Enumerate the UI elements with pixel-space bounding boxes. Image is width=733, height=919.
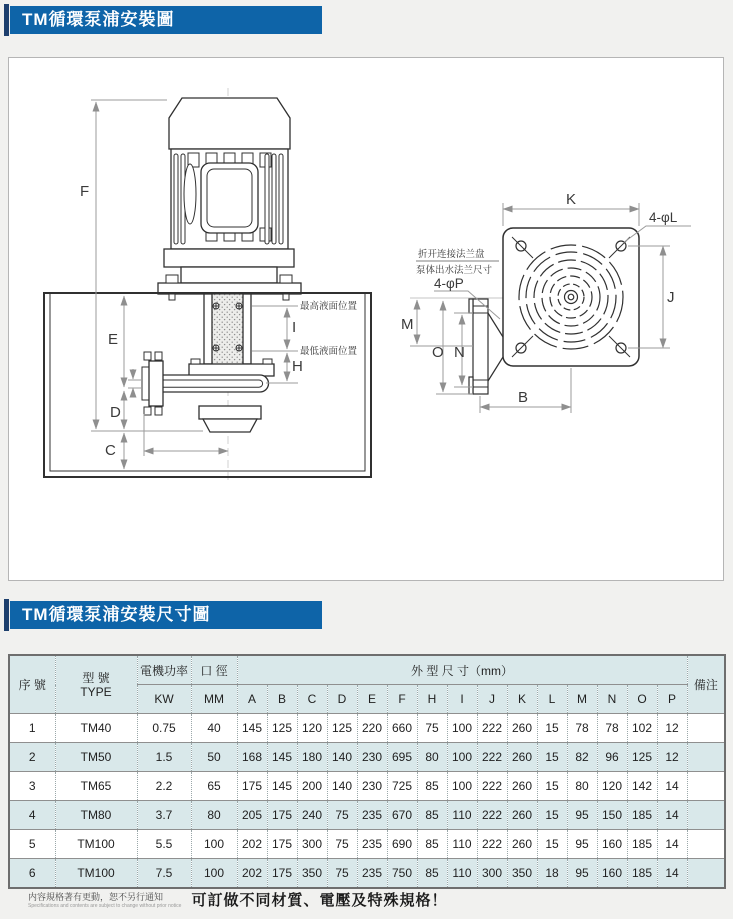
- motor-drawing: [158, 98, 301, 300]
- table-cell: 78: [597, 714, 627, 743]
- table-cell: 125: [267, 714, 297, 743]
- table-cell: 205: [237, 801, 267, 830]
- table-cell: 3: [9, 772, 55, 801]
- dimension-table: [8, 654, 726, 889]
- col-header-letter-H: H: [417, 685, 447, 714]
- col-header-dimensions: 外 型 尺 寸（mm）: [237, 655, 687, 685]
- table-cell: 2: [9, 743, 55, 772]
- col-header-index: 序 號: [9, 655, 55, 714]
- pump-skirt: [203, 419, 257, 432]
- table-cell: 230: [357, 743, 387, 772]
- table-cell: 15: [537, 743, 567, 772]
- col-header-letter-E: E: [357, 685, 387, 714]
- col-header-letter-I: I: [447, 685, 477, 714]
- table-cell: 175: [267, 859, 297, 889]
- footer-custom-text: 可訂做不同材質、電壓及特殊規格！: [191, 892, 448, 909]
- table-cell: 75: [327, 859, 357, 889]
- table-cell: 222: [477, 830, 507, 859]
- table-cell: 145: [267, 772, 297, 801]
- col-header-type: [55, 655, 137, 714]
- table-cell: 222: [477, 743, 507, 772]
- col-header-type-en: TYPE: [80, 684, 112, 699]
- table-cell: 168: [237, 743, 267, 772]
- table-cell: 1: [9, 714, 55, 743]
- table-cell: 145: [267, 743, 297, 772]
- table-cell: 3.7: [137, 801, 191, 830]
- table-cell: [687, 801, 725, 830]
- outlet-pipe: [163, 375, 269, 392]
- table-cell: 18: [537, 859, 567, 889]
- col-header-letter-C: C: [297, 685, 327, 714]
- table-cell: 102: [627, 714, 657, 743]
- table-cell: 40: [191, 714, 237, 743]
- table-cell: 80: [417, 743, 447, 772]
- footer: [28, 892, 447, 910]
- table-cell: 222: [477, 714, 507, 743]
- table-cell: 120: [597, 772, 627, 801]
- pump-top-plate: [189, 364, 274, 376]
- motor-base: [164, 249, 294, 267]
- table-cell: 125: [327, 714, 357, 743]
- table-cell: 15: [537, 772, 567, 801]
- table-cell: 14: [657, 772, 687, 801]
- page-title: TM循環泵浦安裝圖: [10, 6, 322, 34]
- col-header-letter-F: F: [387, 685, 417, 714]
- table-cell: 180: [297, 743, 327, 772]
- dim-label-O: O: [432, 344, 444, 361]
- table-cell: 14: [657, 859, 687, 889]
- table-cell: TM80: [55, 801, 137, 830]
- table-cell: 670: [387, 801, 417, 830]
- table-cell: 235: [357, 859, 387, 889]
- table-cell: 185: [627, 859, 657, 889]
- col-header-letter-L: L: [537, 685, 567, 714]
- table-cell: TM65: [55, 772, 137, 801]
- dim-label-K: K: [566, 191, 577, 208]
- table-cell: 222: [477, 772, 507, 801]
- table-cell: 150: [597, 801, 627, 830]
- table-cell: 4: [9, 801, 55, 830]
- col-header-letter-N: N: [597, 685, 627, 714]
- table-cell: 80: [567, 772, 597, 801]
- table-header-row-1: [9, 655, 725, 685]
- dim-label-F: F: [80, 183, 90, 200]
- table-cell: 220: [357, 714, 387, 743]
- table-cell: 185: [627, 830, 657, 859]
- table-cell: 120: [297, 714, 327, 743]
- col-header-diameter: 口 徑: [191, 655, 237, 685]
- table-cell: TM40: [55, 714, 137, 743]
- installation-diagram-panel: [8, 57, 724, 581]
- col-header-letter-J: J: [477, 685, 507, 714]
- table-cell: 175: [237, 772, 267, 801]
- table-cell: 100: [447, 772, 477, 801]
- table-cell: 75: [417, 714, 447, 743]
- table-cell: 100: [447, 743, 477, 772]
- outlet-flange-side: [469, 299, 503, 394]
- col-header-kw: KW: [137, 685, 191, 714]
- table-cell: 185: [627, 801, 657, 830]
- table-cell: 230: [357, 772, 387, 801]
- table-cell: 110: [447, 801, 477, 830]
- table-cell: 80: [191, 801, 237, 830]
- pump-front-view-drawing: [31, 76, 381, 488]
- table-cell: [687, 859, 725, 889]
- table-row: [9, 830, 725, 859]
- table-cell: 145: [237, 714, 267, 743]
- table-cell: 140: [327, 772, 357, 801]
- table-cell: 15: [537, 801, 567, 830]
- table-cell: 695: [387, 743, 417, 772]
- table-cell: 85: [417, 859, 447, 889]
- footer-notice-cn: 内容規格著有更動，恕不另行通知: [28, 892, 164, 902]
- table-cell: 6: [9, 859, 55, 889]
- table-cell: 7.5: [137, 859, 191, 889]
- table-cell: 260: [507, 743, 537, 772]
- table-cell: 100: [191, 830, 237, 859]
- col-header-remark: 備注: [687, 655, 725, 714]
- table-cell: 175: [267, 830, 297, 859]
- table-cell: 110: [447, 830, 477, 859]
- pump-casing: [199, 406, 261, 419]
- table-cell: 660: [387, 714, 417, 743]
- table-cell: 125: [627, 743, 657, 772]
- dim-label-M: M: [401, 316, 414, 333]
- table-cell: 260: [507, 714, 537, 743]
- dim-label-H: H: [292, 358, 303, 375]
- table-cell: 2.2: [137, 772, 191, 801]
- table-cell: 100: [191, 859, 237, 889]
- table-row: [9, 714, 725, 743]
- dim-label-C: C: [105, 442, 116, 459]
- table-cell: [687, 772, 725, 801]
- table-cell: 85: [417, 772, 447, 801]
- flange-note-line1: 折开连接法兰盘: [418, 249, 485, 260]
- outlet-holes-label: 4-φP: [434, 276, 464, 291]
- flange-note-line2: 泵体出水法兰尺寸: [416, 265, 493, 276]
- table-cell: 95: [567, 801, 597, 830]
- table-cell: TM100: [55, 830, 137, 859]
- table-cell: 725: [387, 772, 417, 801]
- dim-label-I: I: [292, 319, 297, 336]
- outlet-flange: [149, 361, 163, 406]
- table-cell: 15: [537, 830, 567, 859]
- table-cell: 65: [191, 772, 237, 801]
- table-cell: TM100: [55, 859, 137, 889]
- table-cell: 690: [387, 830, 417, 859]
- table-cell: 1.5: [137, 743, 191, 772]
- col-header-mm: MM: [191, 685, 237, 714]
- table-cell: 14: [657, 801, 687, 830]
- col-header-power: 電機功率: [137, 655, 191, 685]
- table-title: TM循環泵浦安裝尺寸圖: [10, 601, 322, 629]
- col-header-letter-K: K: [507, 685, 537, 714]
- min-liquid-level-label: 最低液面位置: [300, 346, 358, 357]
- table-cell: 235: [357, 801, 387, 830]
- max-liquid-level-label: 最高液面位置: [300, 301, 358, 312]
- table-cell: 100: [447, 714, 477, 743]
- table-cell: 202: [237, 830, 267, 859]
- pump-drawing: [142, 294, 274, 432]
- table-cell: [687, 714, 725, 743]
- col-header-type-cn: 型 號: [82, 670, 110, 685]
- table-cell: 15: [537, 714, 567, 743]
- table-cell: 350: [297, 859, 327, 889]
- table-cell: 350: [507, 859, 537, 889]
- table-cell: 110: [447, 859, 477, 889]
- table-cell: 95: [567, 830, 597, 859]
- table-cell: [687, 830, 725, 859]
- table-cell: 85: [417, 801, 447, 830]
- table-row: [9, 743, 725, 772]
- table-cell: 202: [237, 859, 267, 889]
- col-header-letter-A: A: [237, 685, 267, 714]
- footer-notice: [28, 892, 181, 909]
- col-header-letter-O: O: [627, 685, 657, 714]
- table-cell: 240: [297, 801, 327, 830]
- table-cell: 750: [387, 859, 417, 889]
- table-cell: 75: [327, 830, 357, 859]
- banner-accent-bar: [4, 599, 9, 631]
- table-cell: 85: [417, 830, 447, 859]
- table-cell: 235: [357, 830, 387, 859]
- bolt-holes-label: 4-φL: [649, 210, 678, 225]
- table-cell: 82: [567, 743, 597, 772]
- table-row: [9, 772, 725, 801]
- table-row: [9, 801, 725, 830]
- table-cell: 50: [191, 743, 237, 772]
- table-cell: 140: [327, 743, 357, 772]
- flange-view-drawing: [396, 186, 726, 416]
- table-cell: 260: [507, 801, 537, 830]
- table-cell: 160: [597, 859, 627, 889]
- footer-notice-en: Specifications and contents are subject to change without prior notice: [28, 903, 182, 909]
- dim-label-N: N: [454, 344, 465, 361]
- dim-label-J: J: [667, 289, 675, 306]
- table-cell: 222: [477, 801, 507, 830]
- table-cell: 260: [507, 830, 537, 859]
- table-cell: 78: [567, 714, 597, 743]
- motor-fan-cover: [169, 98, 290, 149]
- mounting-flange-plate: [503, 228, 639, 366]
- table-cell: [687, 743, 725, 772]
- table-cell: 5: [9, 830, 55, 859]
- dim-label-B: B: [518, 389, 529, 406]
- table-cell: 142: [627, 772, 657, 801]
- table-cell: 5.5: [137, 830, 191, 859]
- table-cell: 300: [297, 830, 327, 859]
- table-cell: 75: [327, 801, 357, 830]
- col-header-letter-M: M: [567, 685, 597, 714]
- table-cell: 14: [657, 830, 687, 859]
- table-cell: 0.75: [137, 714, 191, 743]
- table-cell: TM50: [55, 743, 137, 772]
- table-cell: 95: [567, 859, 597, 889]
- table-cell: 96: [597, 743, 627, 772]
- table-cell: 12: [657, 714, 687, 743]
- dim-label-D: D: [110, 404, 121, 421]
- table-cell: 160: [597, 830, 627, 859]
- table-row: [9, 859, 725, 889]
- table-body: [9, 714, 725, 889]
- banner-accent-bar: [4, 4, 9, 36]
- col-header-letter-P: P: [657, 685, 687, 714]
- col-header-letter-D: D: [327, 685, 357, 714]
- table-cell: 300: [477, 859, 507, 889]
- table-cell: 200: [297, 772, 327, 801]
- table-cell: 175: [267, 801, 297, 830]
- table-cell: 12: [657, 743, 687, 772]
- table-cell: 260: [507, 772, 537, 801]
- col-header-letter-B: B: [267, 685, 297, 714]
- dim-label-E: E: [108, 331, 119, 348]
